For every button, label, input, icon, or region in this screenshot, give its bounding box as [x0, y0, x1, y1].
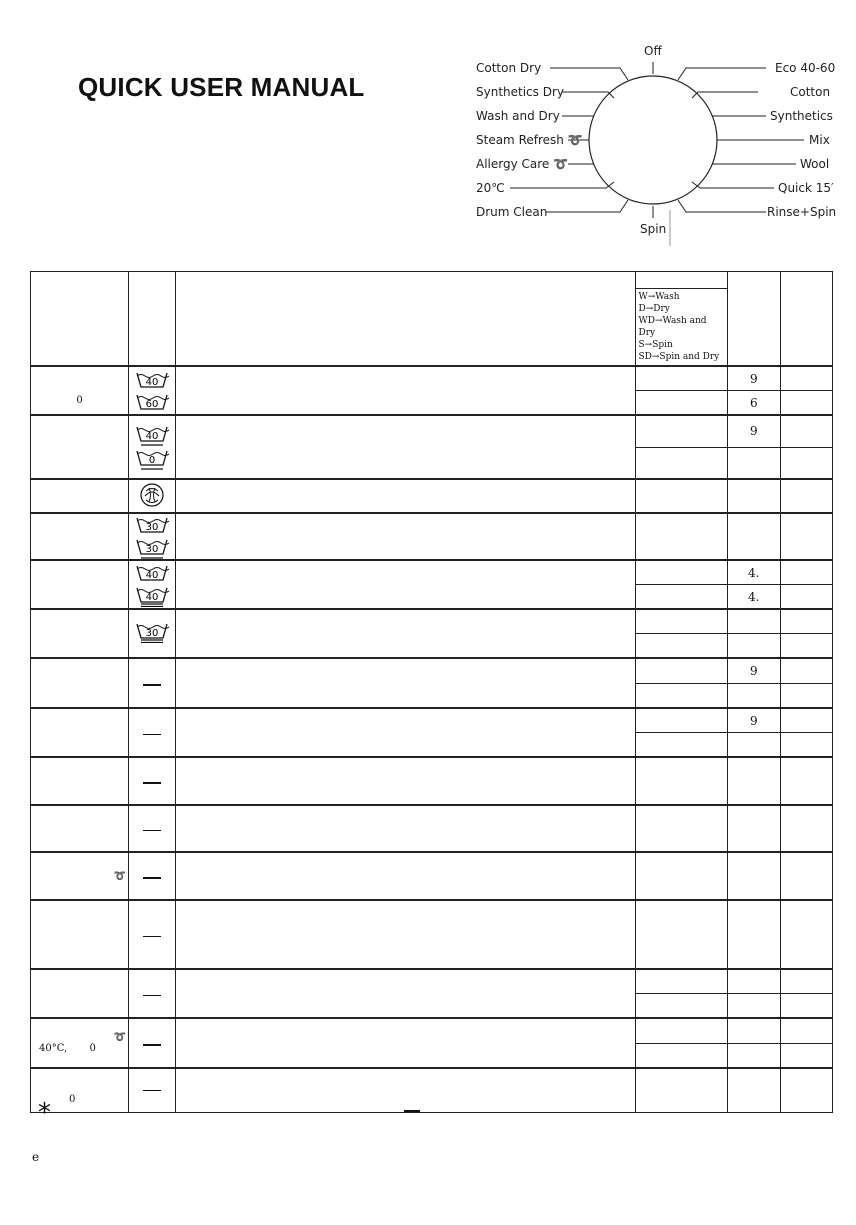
wash-tub-icon — [135, 424, 169, 446]
dial-label-synthetics: Synthetics — [770, 109, 833, 123]
wash-tub-icon — [135, 537, 169, 559]
dial-label-synthetics-dry: Synthetics Dry — [476, 85, 564, 99]
steam-icon: ➰ — [113, 1032, 127, 1043]
wash-tub-icon — [135, 392, 169, 412]
wash-tub-icon — [135, 563, 169, 583]
dial-label-wool: Wool — [800, 157, 830, 171]
table-row — [31, 900, 833, 969]
mode-sd: SD→Spin and Dry — [638, 352, 720, 362]
program-dial — [470, 40, 840, 250]
wash-tub-icon — [135, 621, 169, 643]
dial-label-cotton-dry: Cotton Dry — [476, 61, 542, 75]
table-row — [31, 757, 833, 805]
dash-mark — [143, 877, 161, 879]
table-row — [31, 852, 833, 900]
table-row — [31, 658, 833, 708]
table-row — [31, 513, 833, 560]
capacity-value: 9 — [749, 371, 758, 386]
dash-mark — [143, 995, 161, 997]
row-note: 0 — [31, 366, 129, 415]
dash-mark — [143, 684, 161, 686]
row-note: 40°C, 0 — [39, 1043, 96, 1054]
capacity-value: 4. — [748, 565, 760, 580]
svg-text:30: 30 — [145, 521, 159, 533]
table-row — [31, 1018, 833, 1068]
dash-mark — [143, 1044, 161, 1046]
dial-off-label: Off — [644, 44, 662, 58]
footnote-star: * — [38, 1098, 51, 1128]
mode-w: W→Wash — [638, 292, 680, 302]
capacity-value: 6 — [728, 390, 780, 414]
dash-mark — [143, 1090, 161, 1092]
dial-label-cotton: Cotton — [790, 85, 831, 99]
dial-label-wash-and-dry: Wash and Dry — [476, 109, 560, 123]
svg-text:30: 30 — [145, 628, 159, 639]
dial-label-steam-refresh: Steam Refresh ➰ — [476, 133, 583, 147]
wash-tub-icon — [135, 448, 169, 470]
dial-label-rinse-spin: Rinse+Spin — [767, 205, 837, 219]
dial-spin-label: Spin — [640, 222, 667, 236]
page-title: QUICK USER MANUAL — [78, 72, 365, 102]
mode-legend-cell — [636, 272, 727, 367]
dial-label-allergy-care: Allergy Care ➰ — [476, 157, 569, 171]
table-row — [31, 560, 833, 609]
svg-text:40: 40 — [145, 591, 159, 603]
mode-legend — [636, 272, 726, 365]
svg-text:40: 40 — [145, 569, 159, 581]
svg-text:40: 40 — [145, 431, 159, 442]
steam-icon: ➰ — [113, 870, 127, 882]
dial-label-quick15: Quick 15′ — [778, 181, 834, 195]
table-row — [31, 609, 833, 658]
dial-label-20c: 20℃ — [476, 181, 505, 195]
capacity-value: 9 — [749, 663, 758, 678]
mode-wd: WD→Wash and Dry — [638, 316, 707, 338]
dash-mark — [143, 830, 161, 832]
table-row — [31, 479, 833, 513]
wash-tub-icon — [135, 585, 169, 607]
wash-tub-icon — [135, 370, 169, 390]
table-row — [31, 805, 833, 852]
wash-tub-icon — [135, 515, 169, 535]
table-row — [31, 708, 833, 757]
mode-d: D→Dry — [638, 304, 670, 314]
mode-s: S→Spin — [638, 340, 673, 350]
dial-label-mix: Mix — [809, 133, 830, 147]
program-table — [30, 271, 833, 1113]
footnote-dash — [404, 1110, 420, 1112]
table-header-row — [31, 272, 833, 367]
svg-text:0: 0 — [149, 455, 156, 466]
dash-mark — [143, 782, 161, 784]
temp-label: 40 — [145, 376, 159, 388]
svg-text:30: 30 — [145, 543, 159, 555]
capacity-value: 4. — [728, 584, 780, 608]
table-row — [31, 1068, 833, 1112]
table-row — [31, 415, 833, 479]
table-row — [31, 366, 833, 415]
temp-label: 60 — [145, 398, 159, 410]
dial-label-drum-clean: Drum Clean — [476, 205, 548, 219]
wool-icon — [139, 482, 165, 508]
table-row — [31, 969, 833, 1018]
dash-mark — [143, 734, 161, 736]
capacity-value: 9 — [749, 424, 758, 439]
dash-mark — [143, 936, 161, 938]
page-mark: e — [32, 1150, 40, 1164]
capacity-value: 9 — [749, 713, 758, 728]
dial-label-eco: Eco 40-60 — [775, 61, 836, 75]
row-note: 0 — [31, 1068, 129, 1112]
